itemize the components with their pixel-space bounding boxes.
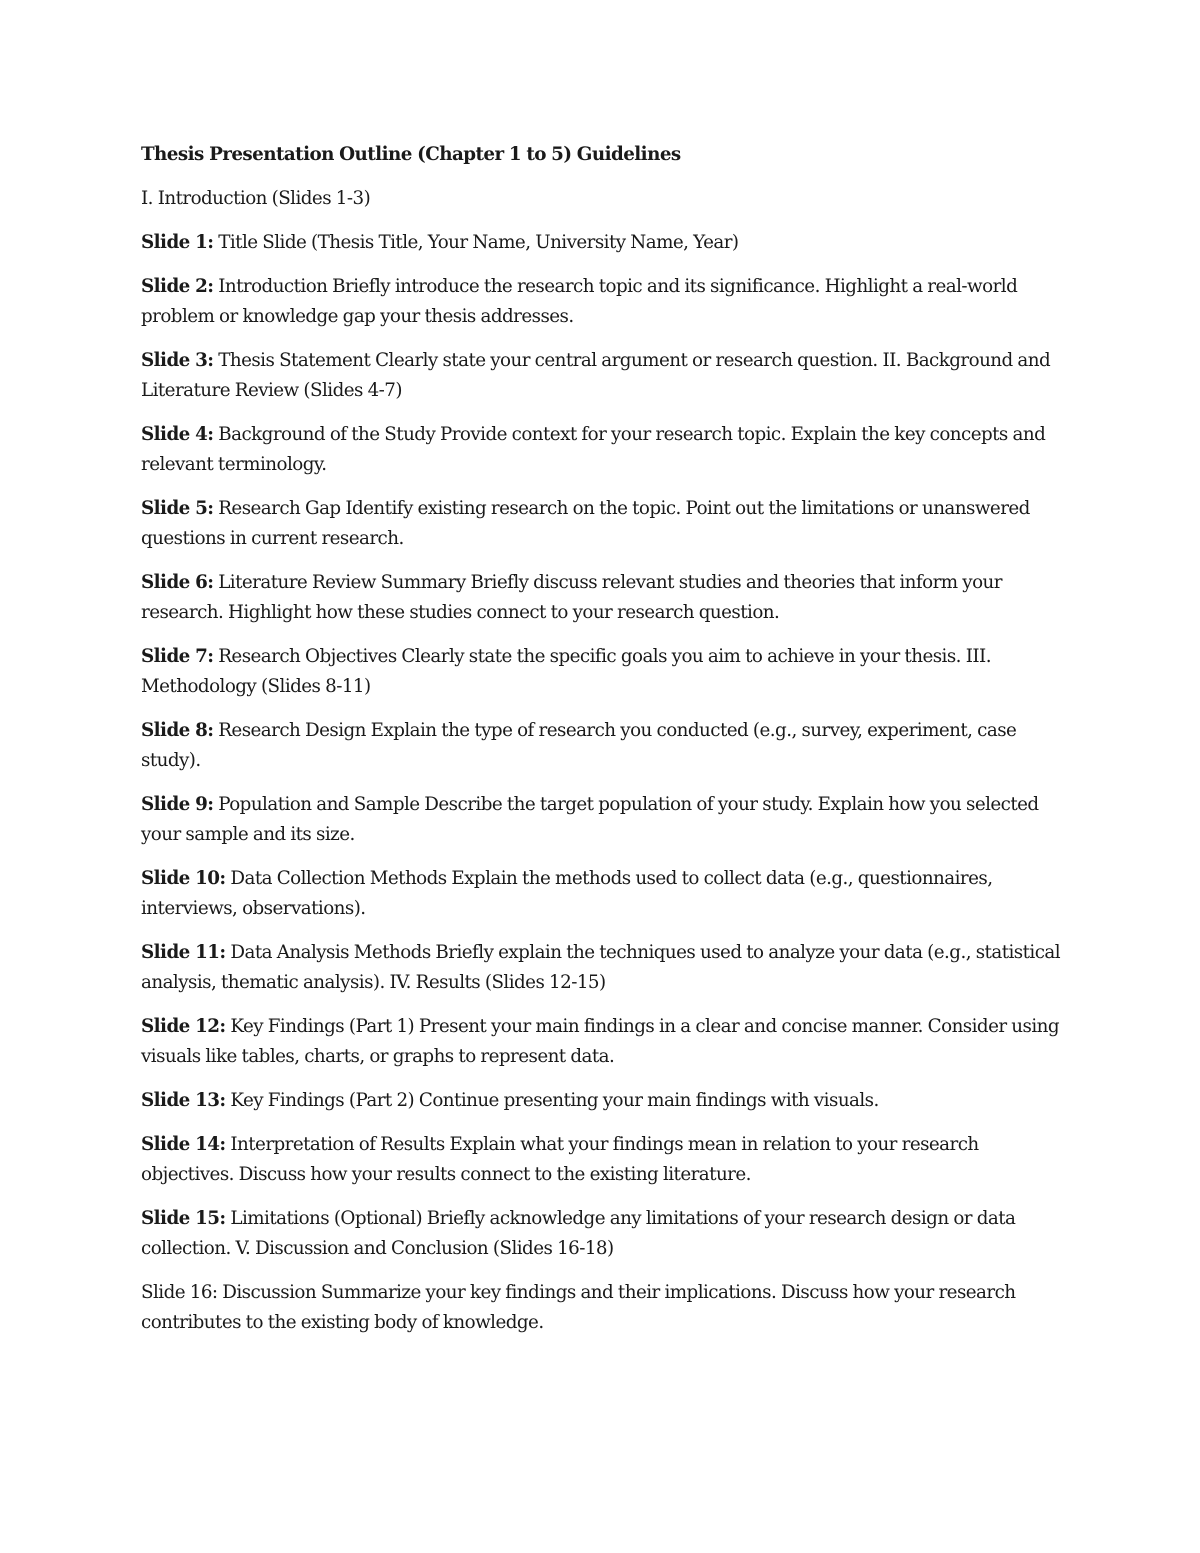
slide-text: Limitations (Optional) Briefly acknowledge any limitations of your research design or data collection. V. Discussion and Conclusion (Slides 16-18)	[141, 1208, 1016, 1259]
slide-text: Data Collection Methods Explain the methods used to collect data (e.g., questionnaires, interviews, observations).	[141, 868, 993, 919]
slide-text: Research Objectives Clearly state the specific goals you aim to achieve in your thesis. III. Methodology (Slides 8-11)	[141, 646, 991, 697]
slide-paragraph	[141, 1012, 1066, 1072]
document-title: Thesis Presentation Outline (Chapter 1 to 5) Guidelines	[141, 144, 681, 165]
slide-label: Slide 13:	[141, 1090, 226, 1111]
slide-paragraph-16: Slide 16: Discussion Summarize your key findings and their implications. Discuss how your research contributes to the existing body of knowledge.	[141, 1282, 1016, 1333]
slide-label: Slide 15:	[141, 1208, 226, 1229]
slide-paragraph	[141, 716, 1066, 776]
slide-text: Interpretation of Results Explain what your findings mean in relation to your research objectives. Discuss how your results connect to the existing literature.	[141, 1134, 979, 1185]
slide-text: Literature Review Summary Briefly discuss relevant studies and theories that inform your research. Highlight how these studies connect to your research question.	[141, 572, 1002, 623]
document-body	[141, 140, 1066, 1352]
slide-label: Slide 5:	[141, 498, 214, 519]
slide-text: Background of the Study Provide context for your research topic. Explain the key concepts and relevant terminology.	[141, 424, 1046, 475]
slide-paragraph	[141, 420, 1066, 480]
slide-paragraph	[141, 790, 1066, 850]
slide-paragraph	[141, 1204, 1066, 1264]
slide-label: Slide 3:	[141, 350, 214, 371]
slide-label: Slide 7:	[141, 646, 214, 667]
slide-paragraph	[141, 864, 1066, 924]
slide-text: Research Design Explain the type of research you conducted (e.g., survey, experiment, case study).	[141, 720, 1017, 771]
slide-label: Slide 6:	[141, 572, 214, 593]
slide-paragraph	[141, 938, 1066, 998]
slide-label: Slide 1:	[141, 232, 214, 253]
slide-text: Key Findings (Part 2) Continue presenting your main findings with visuals.	[225, 1090, 879, 1111]
slide-text: Research Gap Identify existing research on the topic. Point out the limitations or unanswered questions in current research.	[141, 498, 1030, 549]
slide-paragraph	[141, 568, 1066, 628]
slide-label: Slide 10:	[141, 868, 226, 889]
slide-label: Slide 8:	[141, 720, 214, 741]
slide-paragraph	[141, 494, 1066, 554]
slide-label: Slide 14:	[141, 1134, 226, 1155]
slide-paragraph	[141, 642, 1066, 702]
section-heading-introduction: I. Introduction (Slides 1-3)	[141, 188, 371, 209]
slide-label: Slide 12:	[141, 1016, 226, 1037]
slide-text: Title Slide (Thesis Title, Your Name, University Name, Year)	[213, 232, 739, 253]
slide-text: Thesis Statement Clearly state your central argument or research question. II. Background and Literature Review (Slides 4-7)	[141, 350, 1051, 401]
slide-paragraph	[141, 1130, 1066, 1190]
slide-paragraph	[141, 346, 1066, 406]
slide-label: Slide 4:	[141, 424, 214, 445]
slide-label: Slide 2:	[141, 276, 214, 297]
slide-paragraph	[141, 228, 1066, 258]
slide-text: Data Analysis Methods Briefly explain the techniques used to analyze your data (e.g., statistical analysis, thematic analysis). IV. Results (Slides 12-15)	[141, 942, 1061, 993]
slide-paragraph	[141, 1086, 1066, 1116]
slide-text: Introduction Briefly introduce the research topic and its significance. Highlight a real-world problem or knowledge gap your thesis addresses.	[141, 276, 1018, 327]
slide-label: Slide 11:	[141, 942, 226, 963]
slide-paragraph	[141, 272, 1066, 332]
slide-text: Population and Sample Describe the target population of your study. Explain how you selected your sample and its size.	[141, 794, 1039, 845]
slide-label: Slide 9:	[141, 794, 214, 815]
slide-text: Key Findings (Part 1) Present your main findings in a clear and concise manner. Consider using visuals like tables, charts, or graphs to represent data.	[141, 1016, 1060, 1067]
